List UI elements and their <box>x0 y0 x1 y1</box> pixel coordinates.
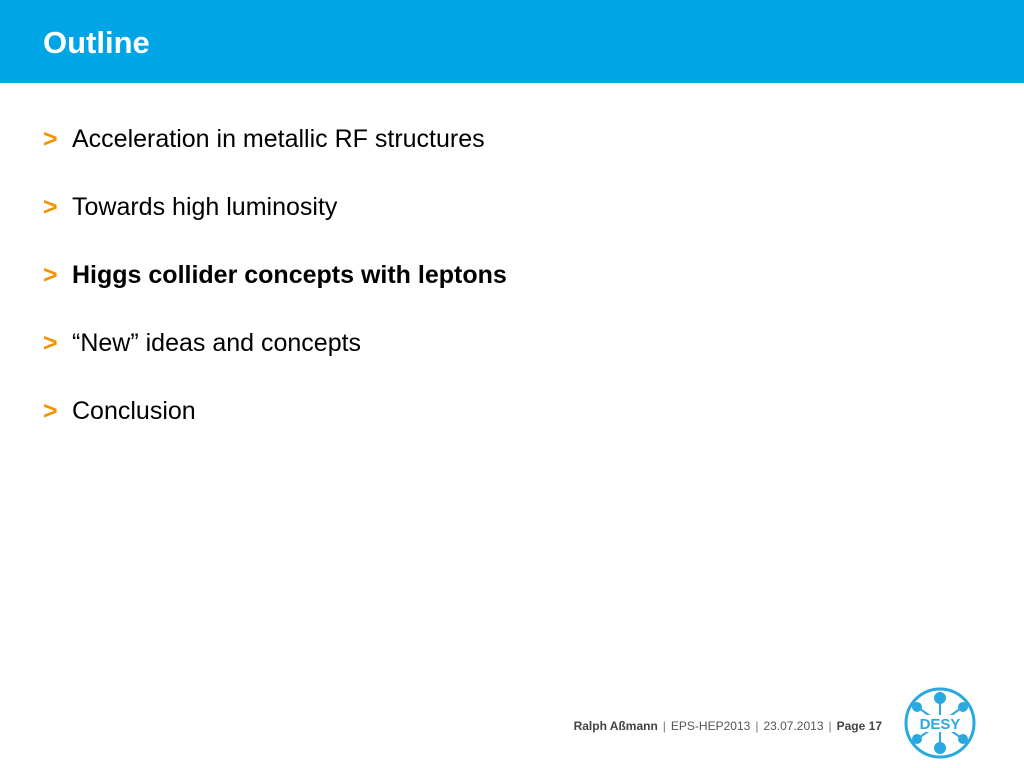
footer-separator: | <box>755 719 759 733</box>
footer-separator: | <box>828 719 832 733</box>
title-bar <box>0 0 1024 83</box>
desy-logo-icon <box>903 686 977 760</box>
bullet-marker-icon: > <box>43 329 58 357</box>
outline-item <box>43 188 507 256</box>
footer-date: 23.07.2013 <box>763 719 824 733</box>
outline-item-text: Acceleration in metallic RF structures <box>72 125 485 153</box>
bullet-marker-icon: > <box>43 125 58 153</box>
outline-item-text: Higgs collider concepts with leptons <box>72 261 507 289</box>
bullet-marker-icon: > <box>43 397 58 425</box>
footer-conference: EPS-HEP2013 <box>670 719 751 733</box>
outline-list <box>43 120 507 460</box>
slide-footer <box>574 718 882 734</box>
footer-author: Ralph Aßmann <box>573 719 658 733</box>
outline-item-current <box>43 256 507 324</box>
footer-separator: | <box>662 719 666 733</box>
outline-item-text: Conclusion <box>72 397 196 425</box>
outline-item <box>43 392 507 460</box>
outline-item <box>43 120 507 188</box>
bullet-marker-icon: > <box>43 261 58 289</box>
outline-item <box>43 324 507 392</box>
slide-title: Outline <box>43 25 150 60</box>
logo-text: DESY <box>919 716 961 733</box>
outline-item-text: “New” ideas and concepts <box>72 329 362 357</box>
bullet-marker-icon: > <box>43 193 58 221</box>
outline-item-text: Towards high luminosity <box>72 193 338 221</box>
footer-page-number: Page 17 <box>836 719 882 733</box>
